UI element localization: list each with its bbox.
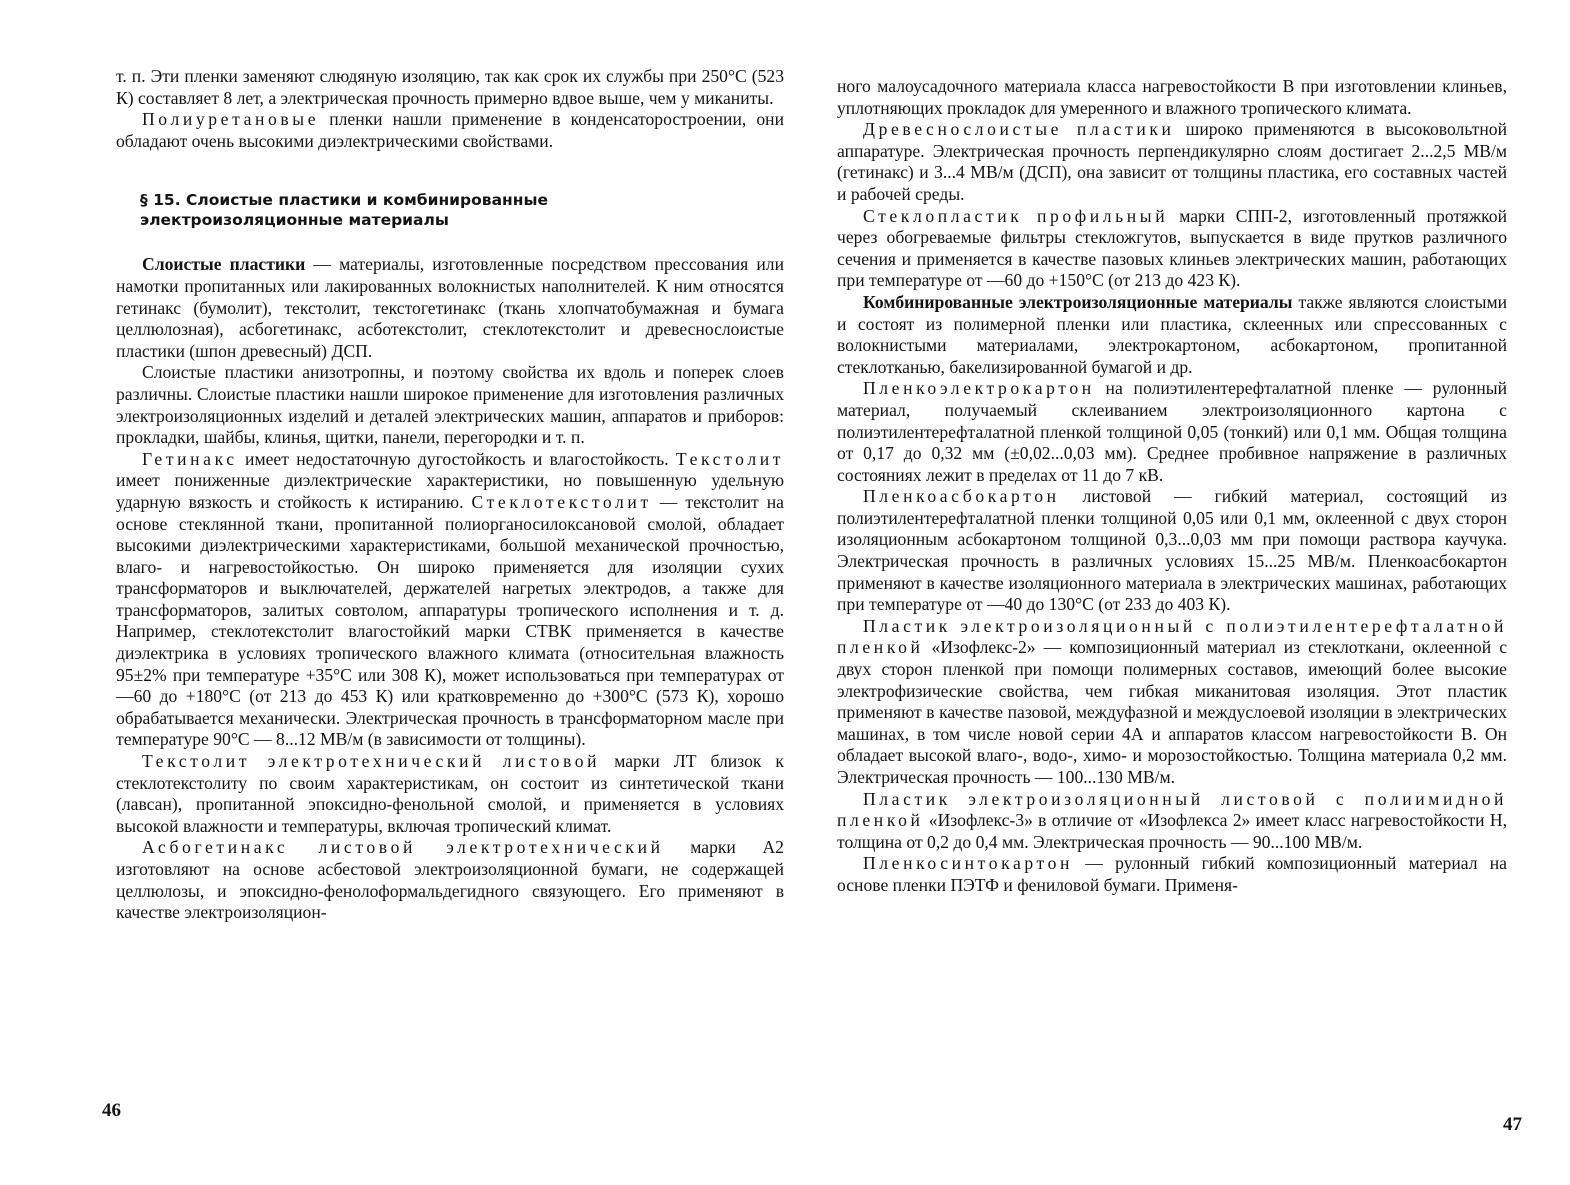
term-bold: Слоистые пластики	[142, 254, 306, 275]
left-text-column	[116, 66, 784, 924]
term-bold: Комбинированные электроизоляционные материалы	[863, 291, 1293, 312]
paragraph: т. п. Эти пленки заменяют слюдяную изоляцию, так как срок их службы при 250°С (523 К) составляет 8 лет, а электрическая прочность примерно вдвое выше, чем у миканиты.	[116, 66, 784, 108]
term-spaced: Пленкосинтокартон	[863, 853, 1074, 874]
term-spaced: Гетинакс	[142, 448, 238, 469]
term-spaced: Асбогетинакс листовой электротехнический	[142, 837, 664, 858]
term-spaced: Пленкоэлектрокартон	[863, 378, 1095, 399]
paragraph: Пленкоасбокартон листовой — гибкий материал, состоящий из полиэтилентерефталатной пленки толщиной 0,05 или 0,1 мм, оклеенной с двух сторон изоляционным асбокартоном толщиной 0,3...0,03 мм при помощи раствора каучука. Электрическая прочность в различных условиях 15...25 МВ/м. Пленкоасбокартон применяют в качестве изоляционного материала в электрических машинах, работающих при температуре от —40 до 130°С (от 233 до 403 К).	[837, 486, 1507, 615]
term-spaced: Древеснослоистые пластики	[863, 119, 1175, 140]
term-spaced: Полиуретановые	[142, 109, 320, 130]
term-spaced: Текстолит	[675, 448, 784, 469]
paragraph: Текстолит электротехнический листовой марки ЛТ близок к стеклотекстолиту по своим характеристикам, он состоит из синтетической ткани (лавсан), пропитанной эпоксидно-фенольной смолой, и применяется в условиях высокой влажности и температуры, включая тропический климат.	[116, 751, 784, 836]
paragraph: Пластик электроизоляционный листовой с полиимидной пленкой «Изофлекс-3» в отличие от «Изофлекса 2» имеет класс нагревостойкости Н, толщина от 0,2 до 0,4 мм. Электрическая прочность — 90...100 МВ/м.	[837, 788, 1507, 852]
paragraph: Пленкосинтокартон — рулонный гибкий композиционный материал на основе пленки ПЭТФ и фениловой бумаги. Применя-	[837, 853, 1507, 895]
paragraph: Пленкоэлектрокартон на полиэтилентерефталатной пленке — рулонный материал, получаемый склеиванием электроизоляционного картона с полиэтилентерефталатной пленкой толщиной 0,05 (тонкий) или 0,1 мм. Общая толщина от 0,17 до 0,32 мм (±0,02...0,03 мм). Среднее пробивное напряжение в различных состояниях лежит в пределах от 11 до 7 кВ.	[837, 378, 1507, 485]
heading-line: электроизоляционные материалы	[140, 211, 449, 230]
paragraph: Слоистые пластики — материалы, изготовленные посредством прессования или намотки пропитанных или лакированных волокнистых наполнителей. К ним относятся гетинакс (бумолит), текстолит, текстогетинакс (ткань хлопчатобумажная и бумага целлюлозная), асбогетинакс, асботекстолит, стеклотекстолит и древеснослоистые пластики (шпон древесный) ДСП.	[116, 254, 784, 361]
page-number: 46	[102, 1100, 121, 1121]
page-number: 47	[1503, 1114, 1522, 1135]
term-spaced: Стеклотекстолит	[471, 491, 652, 512]
term-spaced: Пластик электроизоляционный листовой с полиимидной пленкой	[837, 788, 1507, 831]
term-spaced: Пластик электроизоляционный с полиэтилентерефталатной пленкой	[837, 615, 1507, 658]
paragraph: Асбогетинакс листовой электротехнический марки А2 изготовляют на основе асбестовой электроизоляционной бумаги, не содержащей целлюлозы, и эпоксидно-фенолоформальдегидного связующего. Его применяют в качестве электроизоляцион-	[116, 837, 784, 923]
right-page	[785, 0, 1570, 1185]
paragraph: Слоистые пластики анизотропны, и поэтому свойства их вдоль и поперек слоев различны. Слоистые пластики нашли широкое применение для изготовления различных электроизоляционных изделий и деталей электрических машин, аппаратов и приборов: прокладки, шайбы, клинья, щитки, панели, перегородки и т. п.	[116, 362, 784, 448]
term-spaced: Текстолит электротехнический листовой	[142, 751, 601, 772]
right-text-column	[837, 76, 1507, 897]
paragraph: Древеснослоистые пластики широко применяются в высоковольтной аппаратуре. Электрическая прочность перпендикулярно слоям достигает 2...2,5 МВ/м (гетинакс) и 3...4 МВ/м (ДСП), она зависит от толщины пластика, его составных частей и рабочей среды.	[837, 119, 1507, 204]
term-spaced: Стеклопластик профильный	[863, 205, 1169, 226]
section-heading	[140, 190, 784, 230]
paragraph: Комбинированные электроизоляционные материалы также являются слоистыми и состоят из полимерной пленки или пластика, склеенных или спрессованных с волокнистыми материалами, электрокартоном, асбокартоном, пропитанной стеклотканью, бакелизированной бумагой и др.	[837, 291, 1507, 377]
paragraph: Стеклопластик профильный марки СПП-2, изготовленный протяжкой через обогреваемые фильтры стекложгутов, выпускается в виде прутков различного сечения и применяется в качестве пазовых клиньев электрических машин, работающих при температуре от —60 до +150°С (от 213 до 423 К).	[837, 205, 1507, 291]
paragraph: Пластик электроизоляционный с полиэтилентерефталатной пленкой «Изофлекс-2» — композиционный материал из стеклоткани, оклеенной с двух сторон пленкой при помощи полимерных составов, имеющий более высокие электрофизические свойства, чем гибкая миканитовая изоляция. Этот пластик применяют в качестве пазовой, междуфазной и междуслоевой изоляции в электрических машинах, в том числе новой серии 4А и аппаратов классом нагревостойкости В. Он обладает высокой влаго-, водо-, химо- и морозостойкостью. Толщина материала 0,2 мм. Электрическая прочность — 100...130 МВ/м.	[837, 615, 1507, 787]
paragraph: Гетинакс имеет недостаточную дугостойкость и влагостойкость. Текстолит имеет пониженные диэлектрические характеристики, но повышенную удельную ударную вязкость и стойкость к истиранию. Стеклотекстолит — текстолит на основе стеклянной ткани, пропитанной полиорганосилоксановой смолой, обладает высокими диэлектрическими характеристиками, большой механической прочностью, влаго- и нагревостойкостью. Он широко применяется для изоляции сухих трансформаторов и выключателей, держателей нагретых электродов, а также для трансформаторов, залитых совтолом, аппаратуры тропического исполнения и т. д. Например, стеклотекстолит влагостойкий марки СТВК применяется в качестве диэлектрика в условиях тропического влажного климата (относительная влажность 95±2% при температуре +35°С или 308 К), может использоваться при температурах от —60 до +180°С (от 213 до 453 К) или кратковременно до +300°С (573 К), хорошо обрабатывается механически. Электрическая прочность в трансформаторном масле при температуре 90°С — 8...12 МВ/м (в зависимости от толщины).	[116, 448, 784, 750]
paragraph: Полиуретановые пленки нашли применение в конденсаторостроении, они обладают очень высокими диэлектрическими свойствами.	[116, 109, 784, 151]
heading-line: § 15. Слоистые пластики и комбинированные	[140, 191, 548, 210]
term-spaced: Пленкоасбокартон	[863, 486, 1060, 507]
paragraph: ного малоусадочного материала класса нагревостойкости В при изготовлении клиньев, уплотняющих прокладок для умеренного и влажного тропического климата.	[837, 76, 1507, 118]
